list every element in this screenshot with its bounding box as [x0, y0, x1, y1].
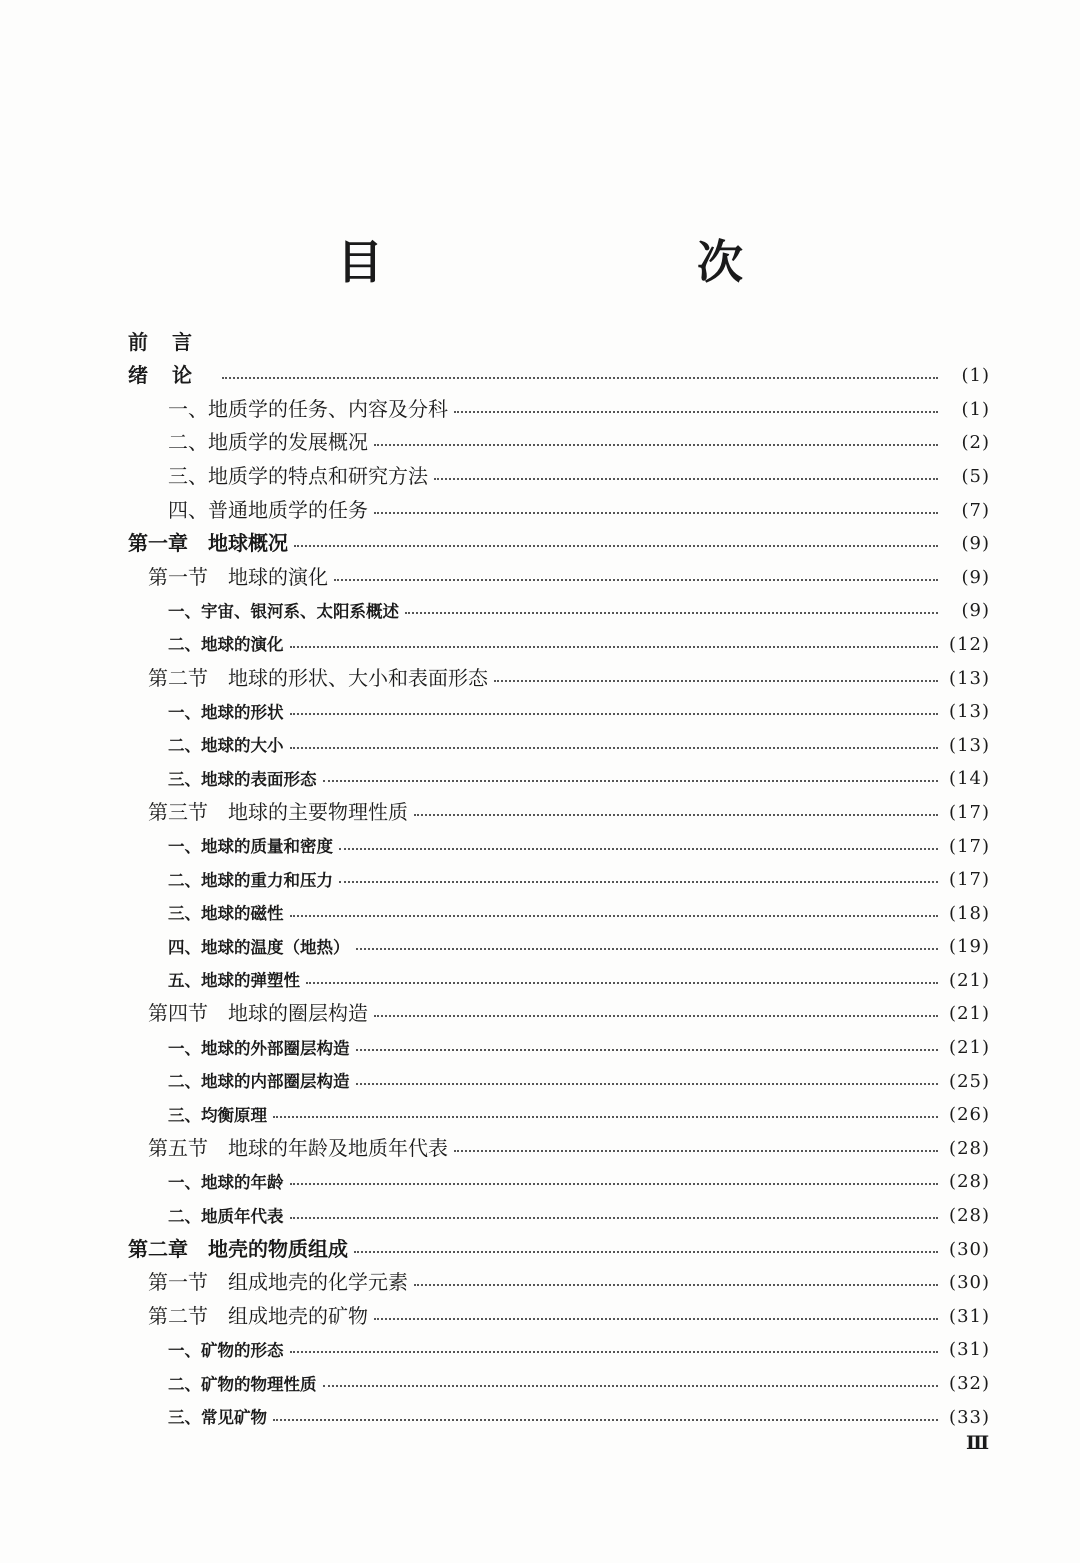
toc-entry-page: (18) [949, 902, 990, 924]
toc-entry-label: 第四节 地球的圈层构造 [148, 1001, 368, 1026]
toc-entry-page: (17) [949, 869, 990, 891]
toc-entry-page: (13) [949, 667, 990, 689]
toc-entry[interactable] [128, 520, 990, 554]
toc-entry-page: (33) [949, 1406, 990, 1428]
toc-entry-page: (9) [961, 566, 990, 588]
toc-entry[interactable] [128, 923, 990, 957]
toc-entry-page: (5) [961, 465, 990, 487]
toc-entry[interactable] [128, 452, 990, 486]
toc-entry-page: (2) [961, 432, 990, 454]
toc-entry[interactable] [128, 486, 990, 520]
toc-entry-page: (9) [961, 600, 990, 622]
toc-entry-label: 二、地质学的发展概况 [168, 430, 368, 455]
dot-leader [290, 1217, 939, 1219]
toc-entry-page: (28) [949, 1171, 990, 1193]
toc-entry[interactable] [128, 1191, 990, 1225]
toc-entry[interactable] [128, 587, 990, 621]
toc-entry-label: 三、地球的表面形态 [168, 769, 317, 789]
toc-entry[interactable] [128, 553, 990, 587]
toc-entry-page: (28) [949, 1137, 990, 1159]
dot-leader [294, 545, 938, 547]
toc-entry[interactable] [128, 1158, 990, 1192]
dot-leader [339, 848, 938, 850]
toc-entry-label: 二、地球的演化 [168, 635, 284, 655]
dot-leader [414, 1284, 938, 1286]
toc-entry[interactable] [128, 990, 990, 1024]
toc-entry-page: (9) [961, 533, 990, 555]
toc-entry-page: (21) [949, 1003, 990, 1025]
toc-entry[interactable] [128, 1091, 990, 1125]
toc-entry[interactable] [128, 385, 990, 419]
toc-entry[interactable] [128, 654, 990, 688]
toc-entry[interactable] [128, 688, 990, 722]
toc-entry-page: (14) [949, 768, 990, 790]
dot-leader [334, 579, 938, 581]
toc-entry-page: (28) [949, 1205, 990, 1227]
toc-entry-page: (12) [949, 633, 990, 655]
toc-entry-label: 第二章 地壳的物质组成 [128, 1236, 348, 1261]
dot-leader [405, 612, 938, 614]
toc-entry-page: (31) [949, 1305, 990, 1327]
dot-leader [454, 411, 938, 413]
toc-entry-label: 四、普通地质学的任务 [168, 497, 368, 522]
toc-entry[interactable] [128, 620, 990, 654]
toc-entry-label: 三、均衡原理 [168, 1105, 267, 1125]
toc-entry[interactable] [128, 856, 990, 890]
toc-entry[interactable] [128, 1292, 990, 1326]
toc-entry-label: 前言 [128, 329, 216, 354]
dot-leader [374, 444, 938, 446]
toc-entry[interactable] [128, 352, 990, 386]
page-title: 目 次 [337, 235, 817, 289]
toc-entry-label: 二、地球的内部圈层构造 [168, 1072, 350, 1092]
dot-leader [354, 1251, 938, 1253]
toc-entry-label: 五、地球的弹塑性 [168, 971, 300, 991]
toc-entry-label: 绪论 [128, 363, 216, 388]
toc-entry-page: (13) [949, 701, 990, 723]
toc-entry-page: (21) [949, 969, 990, 991]
toc-entry-page: (17) [949, 801, 990, 823]
toc-entry-page: (1) [961, 398, 990, 420]
dot-leader [356, 948, 939, 950]
toc-entry[interactable] [128, 788, 990, 822]
dot-leader [306, 982, 938, 984]
toc-entry-label: 三、常见矿物 [168, 1408, 267, 1428]
toc-entry[interactable] [128, 956, 990, 990]
dot-leader [374, 512, 938, 514]
footer-page-number: Ⅲ [966, 1432, 989, 1454]
toc-entry[interactable] [128, 1393, 990, 1427]
toc-entry-page: (1) [961, 365, 990, 387]
toc-entry-label: 第二节 地球的形状、大小和表面形态 [148, 665, 488, 690]
toc-entry[interactable] [128, 318, 990, 352]
toc-entry[interactable] [128, 1259, 990, 1293]
toc-entry-page: (19) [949, 936, 990, 958]
dot-leader [374, 1015, 938, 1017]
toc-entry[interactable] [128, 1057, 990, 1091]
toc-entry[interactable] [128, 1023, 990, 1057]
toc-entry-label: 三、地质学的特点和研究方法 [168, 463, 428, 488]
toc-entry[interactable] [128, 889, 990, 923]
toc-entry-label: 一、地质学的任务、内容及分科 [168, 396, 448, 421]
dot-leader [494, 680, 938, 682]
toc-entry-page: (13) [949, 734, 990, 756]
toc-entry-page: (30) [949, 1238, 990, 1260]
toc-entry-label: 一、地球的质量和密度 [168, 837, 333, 856]
toc-entry-label: 一、地球的年龄 [168, 1172, 284, 1192]
toc-entry-page: (7) [961, 499, 990, 521]
toc-entry[interactable] [128, 1359, 990, 1393]
dot-leader [323, 1385, 939, 1387]
toc-entry-label: 一、矿物的形态 [168, 1340, 284, 1360]
toc-entry-page: (32) [949, 1373, 990, 1394]
dot-leader [222, 377, 938, 379]
dot-leader [356, 1083, 939, 1085]
dot-leader [290, 646, 939, 648]
toc-entry[interactable] [128, 721, 990, 755]
toc-entry-page: (31) [949, 1339, 990, 1361]
dot-leader [434, 478, 938, 480]
dot-leader [273, 1419, 938, 1421]
toc-entry[interactable] [128, 1225, 990, 1259]
toc-entry-label: 二、地球的大小 [168, 736, 284, 756]
toc-entry[interactable] [128, 419, 990, 453]
dot-leader [414, 814, 938, 816]
toc-entry-page: (30) [949, 1272, 990, 1294]
dot-leader [290, 1183, 939, 1185]
dot-leader [454, 1150, 938, 1152]
toc-entry-label: 第一章 地球概况 [128, 531, 288, 556]
toc-entry-label: 第二节 组成地壳的矿物 [148, 1303, 368, 1328]
dot-leader [290, 713, 939, 715]
toc-entry-label: 二、地球的重力和压力 [168, 870, 333, 890]
dot-leader [290, 915, 939, 917]
dot-leader [339, 881, 938, 883]
toc-entry-label: 四、地球的温度（地热） [168, 937, 350, 957]
toc-entry-label: 一、地球的形状 [168, 702, 284, 722]
toc-entry-label: 第一节 组成地壳的化学元素 [148, 1270, 408, 1295]
dot-leader [374, 1318, 938, 1320]
toc-entry-label: 第五节 地球的年龄及地质年代表 [148, 1135, 448, 1160]
toc-entry[interactable] [128, 755, 990, 789]
toc-entry[interactable] [128, 1124, 990, 1158]
toc-entry[interactable] [128, 1326, 990, 1360]
toc-entry-label: 第一节 地球的演化 [148, 564, 328, 589]
toc-entry-page: (25) [949, 1070, 990, 1092]
dot-leader [273, 1116, 938, 1118]
toc-entry-page: (21) [949, 1037, 990, 1059]
toc-entry-label: 第三节 地球的主要物理性质 [148, 799, 408, 824]
toc-entry-label: 二、矿物的物理性质 [168, 1374, 317, 1394]
toc-entry-label: 一、宇宙、银河系、太阳系概述 [168, 601, 399, 621]
table-of-contents [128, 318, 990, 1427]
toc-entry[interactable] [128, 822, 990, 856]
toc-entry-page: (26) [949, 1104, 990, 1126]
dot-leader [290, 747, 939, 749]
toc-entry-page: (17) [949, 835, 990, 857]
toc-entry-label: 一、地球的外部圈层构造 [168, 1038, 350, 1058]
dot-leader [356, 1049, 939, 1051]
dot-leader [290, 1351, 939, 1353]
dot-leader [323, 780, 939, 782]
toc-entry-label: 二、地质年代表 [168, 1206, 284, 1226]
toc-entry-label: 三、地球的磁性 [168, 904, 284, 924]
